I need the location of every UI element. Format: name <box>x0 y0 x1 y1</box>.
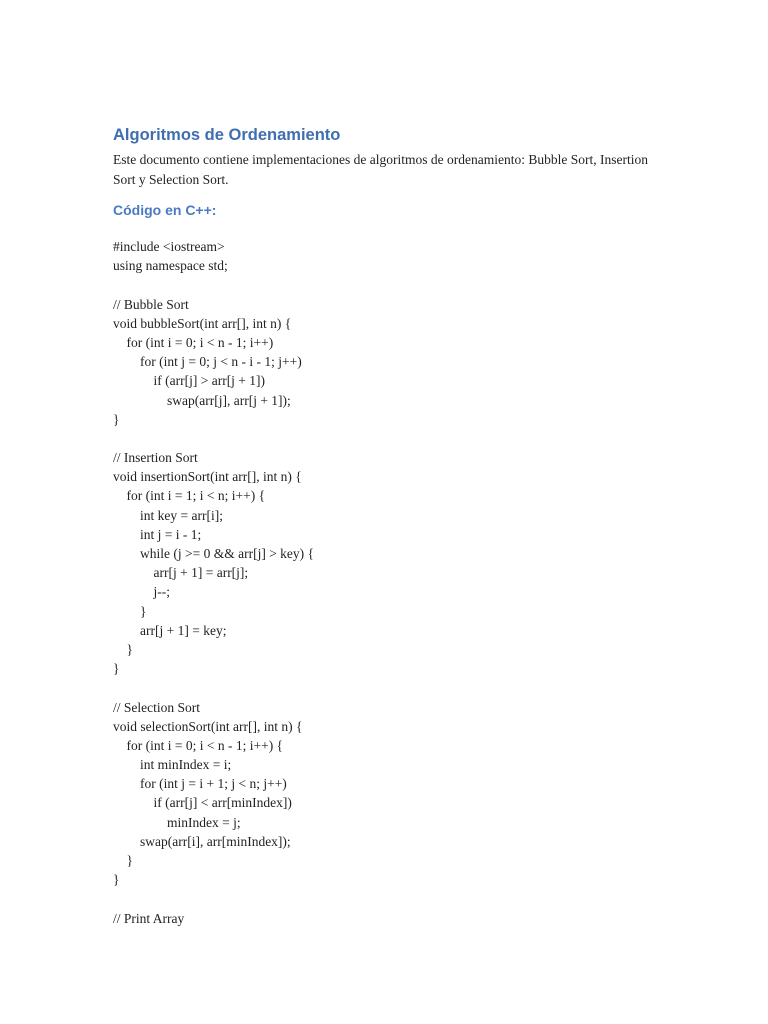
code-line: // Print Array <box>113 910 185 926</box>
code-line: if (arr[j] < arr[minIndex]) <box>113 795 292 811</box>
document-intro: Este documento contiene implementaciones de algoritmos de ordenamiento: Bubble Sort, Insertion Sort y Selection Sort. <box>113 152 648 187</box>
code-line: for (int j = i + 1; j < n; j++) <box>113 776 287 792</box>
code-line: j--; <box>113 584 170 600</box>
code-line <box>113 429 653 448</box>
code-line: } <box>113 603 147 619</box>
code-line: for (int i = 0; i < n - 1; i++) { <box>113 737 284 753</box>
code-line: void selectionSort(int arr[], int n) { <box>113 718 303 734</box>
code-line <box>113 275 653 294</box>
code-line: for (int i = 0; i < n - 1; i++) <box>113 334 274 350</box>
code-line: } <box>113 641 133 657</box>
code-line: } <box>113 661 120 677</box>
code-line: for (int j = 0; j < n - i - 1; j++) <box>113 354 302 370</box>
code-line: #include <iostream> <box>113 239 225 254</box>
code-line: void bubbleSort(int arr[], int n) { <box>113 315 292 331</box>
code-line: } <box>113 872 120 888</box>
code-line <box>113 678 653 697</box>
code-line: for (int i = 1; i < n; i++) { <box>113 488 266 504</box>
code-line: // Insertion Sort <box>113 450 198 466</box>
code-line: minIndex = j; <box>113 814 241 830</box>
code-line: } <box>113 411 120 427</box>
code-line: // Selection Sort <box>113 699 200 715</box>
document-title: Algoritmos de Ordenamiento <box>113 126 341 144</box>
code-line: swap(arr[j], arr[j + 1]); <box>113 392 291 408</box>
code-line: arr[j + 1] = arr[j]; <box>113 565 249 581</box>
code-line: swap(arr[i], arr[minIndex]); <box>113 833 291 849</box>
code-line: while (j >= 0 && arr[j] > key) { <box>113 546 315 561</box>
code-line: using namespace std; <box>113 258 228 274</box>
code-line: int minIndex = i; <box>113 757 232 773</box>
code-line: // Bubble Sort <box>113 296 189 312</box>
code-line: arr[j + 1] = key; <box>113 622 227 638</box>
code-line: int key = arr[i]; <box>113 507 223 523</box>
code-line: } <box>113 853 133 868</box>
code-line <box>113 889 653 908</box>
code-line: int j = i - 1; <box>113 526 202 542</box>
section-heading: Código en C++: <box>113 202 217 218</box>
code-line: void insertionSort(int arr[], int n) { <box>113 469 302 485</box>
code-block <box>113 237 653 928</box>
document-page <box>113 124 653 928</box>
code-line: if (arr[j] > arr[j + 1]) <box>113 373 266 389</box>
